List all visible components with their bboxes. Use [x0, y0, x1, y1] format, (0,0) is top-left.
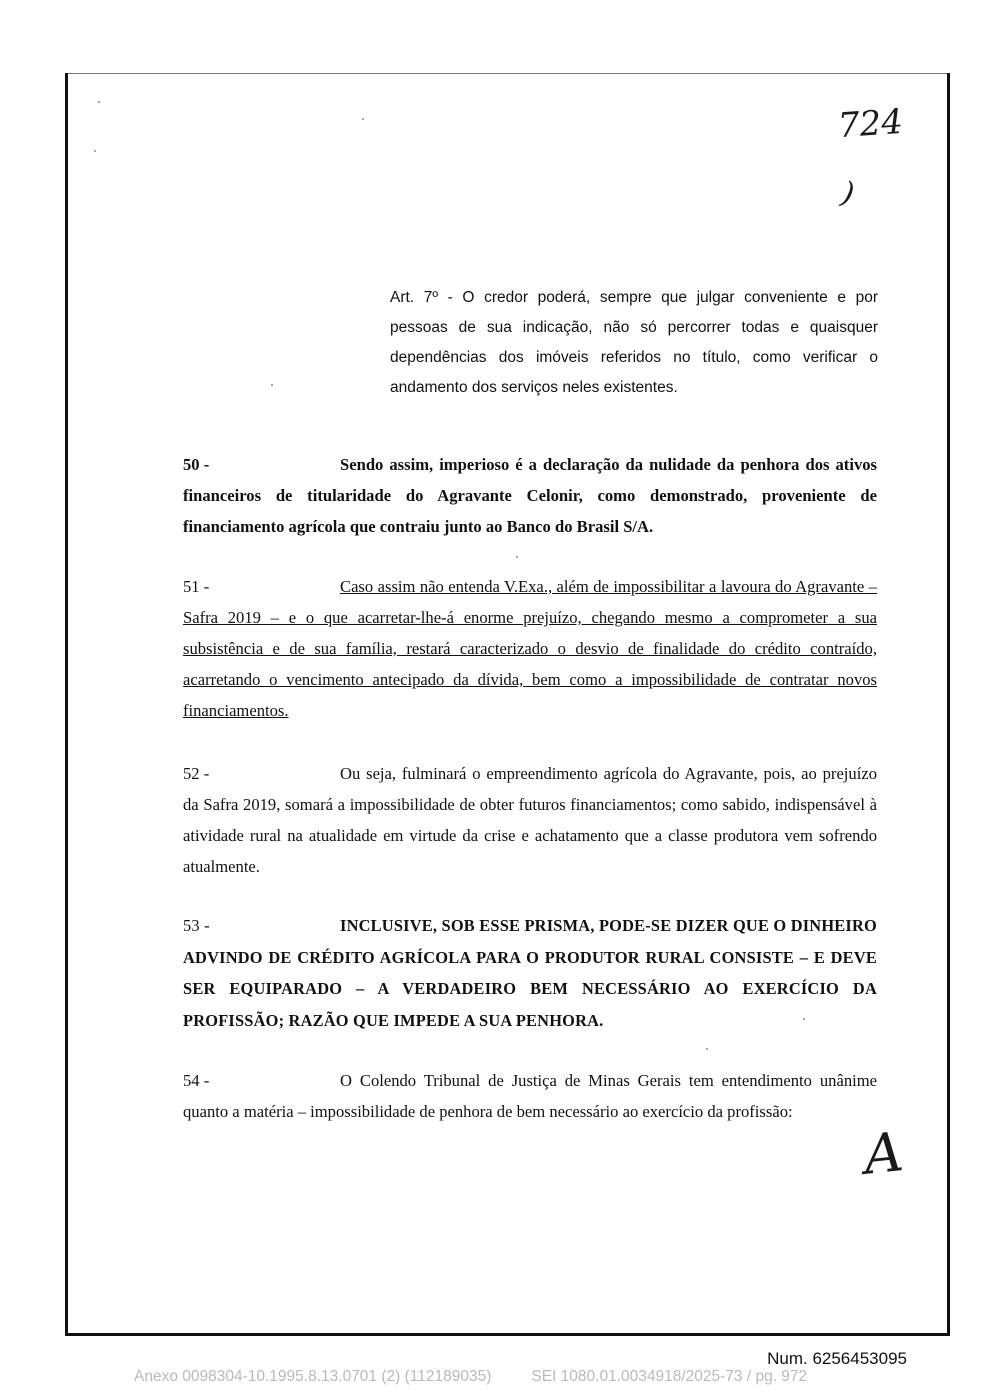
scan-speck [271, 384, 273, 386]
paragraph-51 [183, 571, 877, 726]
document-number: Num. 6256453095 [767, 1349, 907, 1368]
page-border-right [947, 73, 950, 1336]
paragraph-number: 54 - [183, 1071, 210, 1090]
scan-speck [98, 101, 100, 103]
quoted-article-text: Art. 7º - O credor poderá, sempre que julgar conveniente e por pessoas de sua indicação, não só percorrer todas e quaisquer dependências dos imóveis referidos no título, como verificar o andamento dos serviços neles existentes. [390, 289, 878, 396]
page-border-left [65, 73, 68, 1335]
handwritten-page-number: 724 [836, 101, 905, 147]
scan-speck [362, 118, 364, 120]
handwritten-initials: A [860, 1120, 907, 1187]
scan-speck [516, 556, 518, 558]
paragraph-number: 52 - [183, 764, 210, 783]
scan-speck [803, 1018, 805, 1020]
scan-speck [706, 1048, 708, 1050]
paragraph-number: 50 - [183, 455, 210, 474]
annex-footer [134, 1368, 807, 1386]
quoted-article [338, 283, 878, 403]
paragraph-text: INCLUSIVE, SOB ESSE PRISMA, PODE-SE DIZER QUE O DINHEIRO ADVINDO DE CRÉDITO AGRÍCOLA PARA O PRODUTOR RURAL CONSISTE – E DEVE SER EQUIPARADO – A VERDADEIRO BEM NECESSÁRIO AO EXERCÍCIO DA PROFISSÃO; RAZÃO QUE IMPEDE A SUA PENHORA. [183, 916, 877, 1030]
paragraph-text: Ou seja, fulminará o empreendimento agrícola do Agravante, pois, ao prejuízo da Safra 2019, somará a impossibilidade de obter futuros financiamentos; como sabido, indispensável à atividade rural na atualidade em virtude da crise e achatamento que a classe produtora vem sofrendo atualmente. [183, 764, 877, 876]
paragraph-54 [183, 1065, 877, 1127]
page-border-bottom [65, 1333, 950, 1336]
sei-reference: SEI 1080.01.0034918/2025-73 / pg. 972 [531, 1368, 808, 1385]
annex-reference: Anexo 0098304-10.1995.8.13.0701 (2) (112189035) [134, 1368, 492, 1385]
paragraph-number: 51 - [183, 577, 210, 596]
scan-speck [94, 150, 96, 152]
paragraph-text: O Colendo Tribunal de Justiça de Minas Gerais tem entendimento unânime quanto a matéria – impossibilidade de penhora de bem necessário ao exercício da profissão: [183, 1071, 877, 1121]
paragraph-53 [183, 910, 877, 1036]
paragraph-52 [183, 758, 877, 882]
page-border-top [66, 73, 950, 74]
paragraph-text: Caso assim não entenda V.Exa., além de impossibilitar a lavoura do Agravante – Safra 2019 – e o que acarretar-lhe-á enorme prejuízo, chegando mesmo a comprometer a sua subsistência e de sua família, restará caracterizado o desvio de finalidade do crédito contraído, acarretando o vencimento antecipado da dívida, bem como a impossibilidade de contratar novos financiamentos. [183, 577, 877, 720]
paragraph-number: 53 - [183, 916, 210, 935]
paragraph-50 [183, 449, 877, 542]
paragraph-text: Sendo assim, imperioso é a declaração da nulidade da penhora dos ativos financeiros de titularidade do Agravante Celonir, como demonstrado, proveniente de financiamento agrícola que contraiu junto ao Banco do Brasil S/A. [183, 455, 877, 536]
handwritten-mark: ) [838, 175, 858, 212]
